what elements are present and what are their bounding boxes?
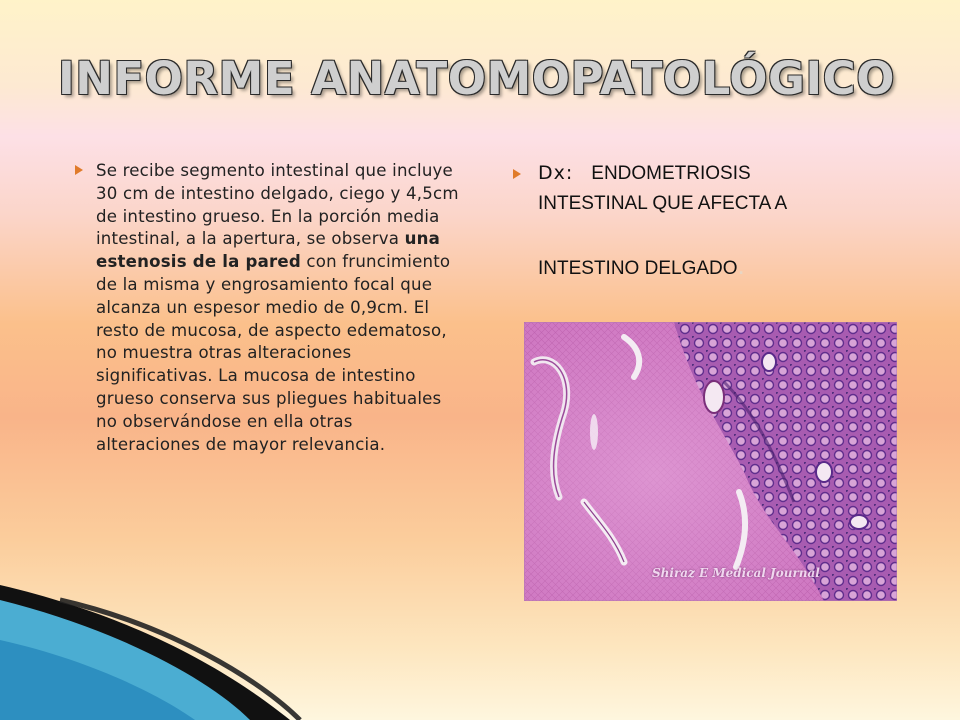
micrograph-watermark: Shiraz E Medical Journal <box>652 566 820 580</box>
description-part2: con fruncimiento de la misma y engrosamiento focal que alcanza un espesor medio de 0,9cm. El resto de mucosa, de aspecto edematoso, no muestra otras alteraciones significativas. La mucosa de intestino grueso conserva sus pliegues habituales no observándose en ella otras alteraciones de mayor relevancia. <box>96 252 451 454</box>
diagnosis-bullet <box>512 158 932 189</box>
histology-micrograph <box>524 322 897 601</box>
diagnosis-text-2: INTESTINAL QUE AFECTA A <box>538 193 788 214</box>
diagnosis-line-3 <box>538 250 745 281</box>
slide-title: INFORME ANATOMOPATOLÓGICO <box>58 52 895 105</box>
diagnosis-period: . <box>737 250 745 280</box>
swoosh-black-shape <box>0 585 290 720</box>
diagnosis-text-1: ENDOMETRIOSIS <box>591 163 751 184</box>
swoosh-dark-blue-shape <box>0 640 195 720</box>
description-bullet <box>74 160 459 456</box>
description-block <box>74 160 459 456</box>
description-text <box>96 160 459 456</box>
micrograph-image <box>524 322 897 601</box>
diagnosis-label: Dx: <box>538 162 574 184</box>
description-part1: Se recibe segmento intestinal que incluye 30 cm de intestino delgado, ciego y 4,5cm de intestino grueso. En la porción media intestinal, a la apertura, se observa <box>96 161 459 249</box>
diagnosis-block <box>512 158 932 189</box>
diagnosis-text-3: INTESTINO DELGADO <box>538 258 738 279</box>
triangle-bullet-icon <box>512 168 522 180</box>
description-emphasis: una estenosis de la pared <box>96 229 441 272</box>
diagnosis-line-1 <box>538 158 932 189</box>
triangle-bullet-icon <box>74 164 84 176</box>
swoosh-blue-shape <box>0 600 250 720</box>
